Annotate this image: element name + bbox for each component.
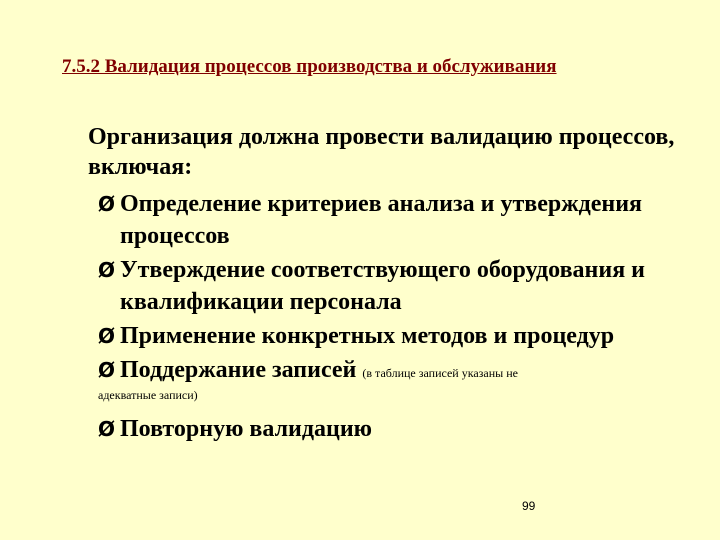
bullet-text: Повторную валидацию xyxy=(120,416,373,442)
bullet-note-continuation xyxy=(98,387,698,403)
arrow-bullet-icon: Ø xyxy=(98,358,116,382)
bullet-text: Поддержание записей xyxy=(120,357,357,383)
bullet-note: (в таблице записей указаны не xyxy=(362,366,518,380)
slide-title: 7.5.2 Валидация процессов производства и обслуживания xyxy=(62,56,557,77)
page-number: 99 xyxy=(522,499,536,513)
bullet-item xyxy=(98,354,698,389)
bullet-item xyxy=(98,188,698,252)
bullet-text: Утверждение соответствующего оборудования и квалификации персонала xyxy=(120,257,645,315)
bullet-text: Определение критериев анализа и утверждения процессов xyxy=(120,191,643,249)
bullet-list xyxy=(98,188,698,447)
bullet-text: Применение конкретных методов и процедур xyxy=(120,323,615,349)
arrow-bullet-icon: Ø xyxy=(98,417,116,441)
bullet-text-with-note xyxy=(120,354,690,389)
bullet-item xyxy=(98,320,698,352)
bullet-note: адекватные записи) xyxy=(98,388,198,402)
arrow-bullet-icon: Ø xyxy=(98,258,116,282)
bullet-item xyxy=(98,413,698,445)
intro-text: Организация должна провести валидацию процессов, включая: xyxy=(88,124,675,180)
arrow-bullet-icon: Ø xyxy=(98,324,116,348)
arrow-bullet-icon: Ø xyxy=(98,192,116,216)
bullet-item xyxy=(98,254,698,318)
